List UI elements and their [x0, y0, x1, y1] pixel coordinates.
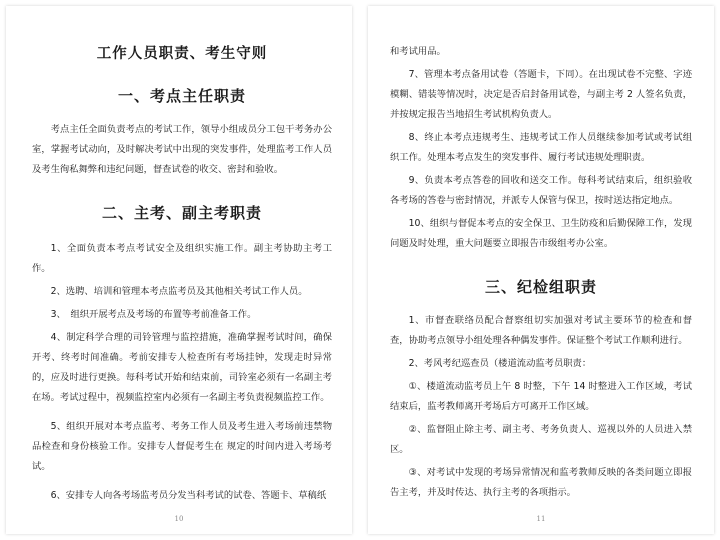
list-item: 2、选聘、培训和管理本考点监考员及其他相关考试工作人员。: [50, 286, 308, 297]
list-item: 1、全面负责本考点考试安全及组织实施工作。副主考协助主考工作。: [32, 243, 332, 274]
list-item: 7、管理本考点备用试卷（答题卡，下同）。在出现试卷不完整、字迹模糊、错装等情况时，决定是否启封备用试卷，与副主考 2 人签名负责，并按规定报告当地招生考试机构负责人。: [390, 69, 692, 120]
section3-list: [390, 311, 692, 503]
list-item: 3、 组织开展考点及考场的布置等考前准备工作。: [50, 309, 257, 320]
page-number-left: 10: [174, 515, 184, 523]
section2-list: [32, 239, 332, 506]
right-page: [368, 6, 714, 534]
section1-paragraph: 考点主任全面负责考点的考试工作，领导小组成员分工包干考务办公室，掌握考试动向，及时解决考试中出现的突发事件，处理监考工作人员及考生徇私舞弊和违纪问题，督查试卷的收交、密封和验收。: [32, 124, 332, 175]
list-item: ①、楼道流动监考员上午 8 时整，下午 14 时整进入工作区域，考试结束后，监考教师离开考场后方可离开工作区域。: [390, 381, 692, 412]
list-item: ③、对考试中发现的考场异常情况和监考教师反映的各类问题立即报告主考，并及时传达、执行主考的各项指示。: [390, 467, 692, 498]
list-item: 4、制定科学合理的司铃管理与监控措施，准确掌握考试时间，确保开考、终考时间准确。考前安排专人检查所有考场挂钟，发现走时异常的，应及时进行更换。每科考试开始和结束前，司铃室必须有一名副主考在场。考试过程中，视频监控室内必须有一名副主考负责视频监控工作。: [32, 332, 332, 403]
list-item: 6、安排专人向各考场监考员分发当科考试的试卷、答题卡、草稿纸: [50, 490, 327, 501]
list-item: 8、终止本考点违规考生、违规考试工作人员继续参加考试或考试组织工作。处理本考点发生的突发事件、履行考试违规处理职责。: [390, 132, 692, 163]
page-number-right: 11: [536, 515, 546, 523]
list-item: ②、监督阻止除主考、副主考、考务负责人、巡视以外的人员进入禁区。: [390, 424, 692, 455]
list-item: 1、市督查联络员配合督察组切实加强对考试主要环节的检查和督查，协助考点领导小组处理各种偶发事件。保证整个考试工作顺利进行。: [390, 315, 692, 346]
list-item: 2、考风考纪巡查员（楼道流动监考员职责：: [408, 358, 592, 369]
document-title: 工作人员职责、考生守则: [96, 46, 268, 62]
section-heading-1: 一、考点主任职责: [117, 87, 246, 105]
left-page-content: [32, 6, 332, 510]
list-item: 5、组织开展对本考点监考、考务工作人员及考生进入考场前违禁物品检查和身份核验工作。安排专人督促考生在 规定的时间内进入考场考试。: [32, 421, 332, 472]
left-page: [6, 6, 352, 534]
list-item: 9、负责本考点答卷的回收和送交工作。每科考试结束后，组织验收各考场的答卷与密封情况，并派专人保管与保卫，按时送达指定地点。: [390, 175, 692, 206]
section-heading-2: 二、主考、副主考职责: [101, 204, 262, 222]
right-page-content: [390, 6, 692, 510]
continuation-text: 和考试用品。: [390, 46, 446, 57]
list-item: 10、组织与督促本考点的安全保卫、卫生防疫和后勤保障工作，发现问题及时处理，重大问题要立即报告市级组考办公室。: [390, 218, 692, 249]
section-heading-3: 三、纪检组职责: [484, 278, 597, 296]
section2-list-continued: [390, 65, 692, 254]
